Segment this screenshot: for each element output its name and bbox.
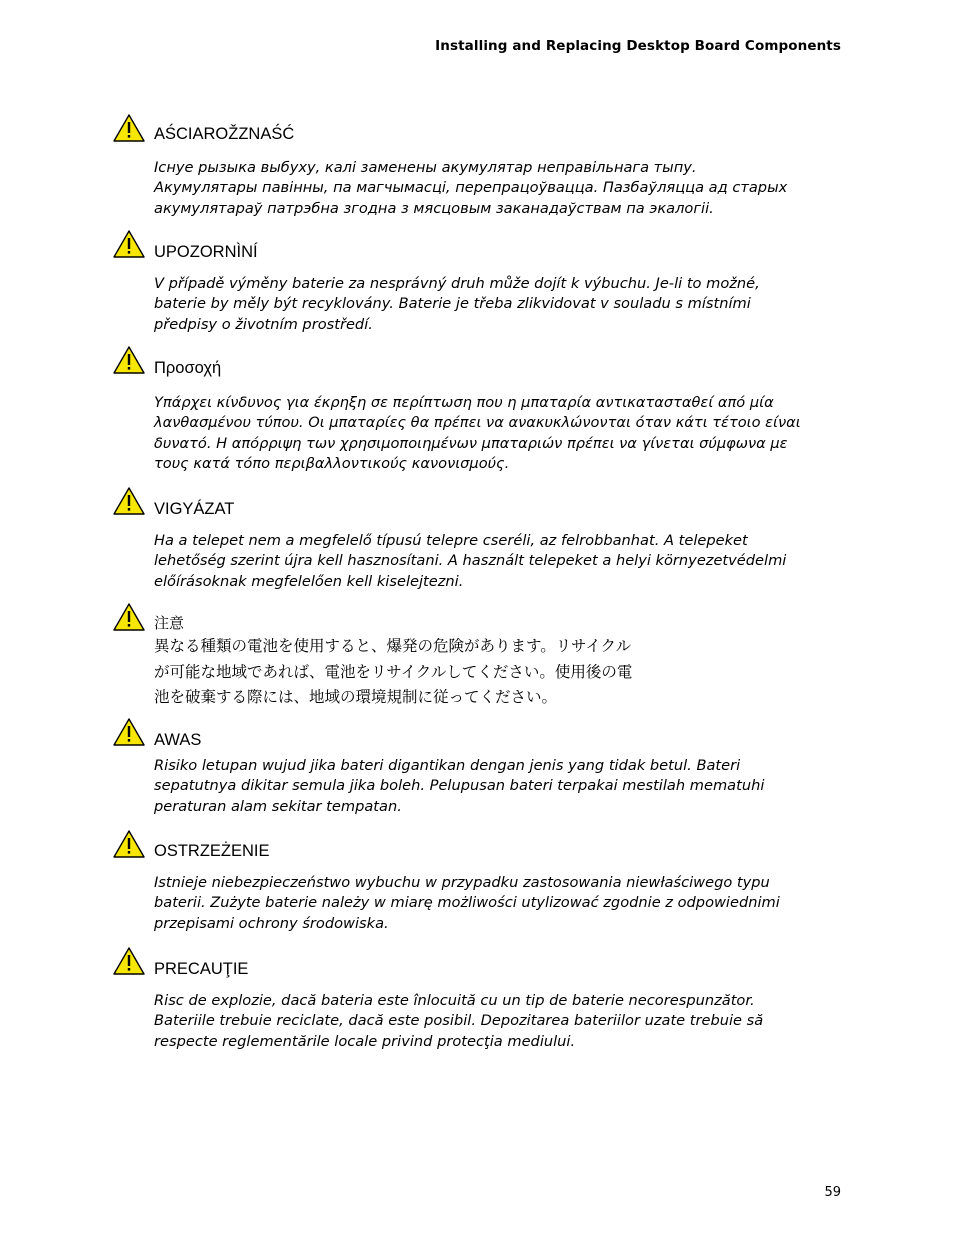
- warning-triangle-icon: [112, 113, 146, 143]
- page-number: 59: [824, 1185, 841, 1200]
- warning-text: Istnieje niebezpieczeństwo wybuchu w przypadku zastosowania niewłaściwego typu baterii. Zużyte baterie należy w miarę możliwości utylizować zgodnie z odpowiednimi przepisami ochrony środowiska.: [154, 874, 780, 932]
- warning-title: OSTRZEŻENIE: [154, 842, 270, 860]
- warning-triangle-icon: [112, 717, 146, 747]
- warning-triangle-icon: [112, 946, 146, 976]
- warning-title: VIGYÁZAT: [154, 500, 235, 518]
- warning-text: Ha a telepet nem a megfelelő típusú telepre cseréli, az felrobbanhat. A telepeket lehetőség szerint újra kell hasznosítani. A használt telepeket a helyi környezetvédelmi előírásoknak megfelelően kell kiselejtezni.: [154, 532, 787, 590]
- warning-title: UPOZORNÌNÍ: [154, 243, 258, 261]
- warning-text: Risiko letupan wujud jika bateri digantikan dengan jenis yang tidak betul. Bateri sepatutnya dikitar semula jika boleh. Pelupusan bateri terpakai mestilah mematuhi peraturan alam sekitar tempatan.: [154, 757, 765, 815]
- warning-triangle-icon: [112, 829, 146, 859]
- warning-triangle-icon: [112, 229, 146, 259]
- warning-triangle-icon: [112, 486, 146, 516]
- warning-title: Προσοχή: [154, 359, 222, 377]
- warning-text: 異なる種類の電池を使用すると、爆発の危険があります。リサイクル が可能な地域であれば、電池をリサイクルしてください。使用後の電 池を破棄する際には、地域の環境規制に従ってください。: [154, 637, 633, 706]
- warning-title: AŚCIAROŽZNAŚĆ: [154, 125, 295, 143]
- warning-text: V případě výměny baterie za nesprávný druh může dojít k výbuchu. Je-li to možné, baterie by měly být recyklovány. Baterie je třeba zlikvidovat v souladu s místními předpisy o životním prostředí.: [154, 275, 760, 333]
- warning-triangle-icon: [112, 602, 146, 632]
- warning-title: PRECAUŢIE: [154, 960, 249, 978]
- warning-text: Υπάρχει κίνδυνος για έκρηξη σε περίπτωση που η μπαταρία αντικατασταθεί από μία λανθασμένου τύπου. Οι μπαταρίες θα πρέπει να ανακυκλώνονται όταν κάτι τέτοιο είναι δυνατό. Η απόρριψη των χρησιμοποιημένων μπαταριών πρέπει να γίνεται σύμφωνα με τους κατά τόπο περιβαλλοντικούς κανονισμούς.: [154, 394, 801, 472]
- warning-triangle-icon: [112, 345, 146, 375]
- warning-text: Існуе рызыка выбуху, калі заменены акумулятар неправільнага тыпу. Акумулятары павінны, па магчымасці, перепрацоўвацца. Пазбаўляцца ад старых акумулятараў патрэбна згодна з мясцовым заканадаўствам па экалогіі.: [154, 159, 788, 217]
- warning-title: AWAS: [154, 731, 202, 749]
- warning-title: 注意: [154, 615, 185, 632]
- warning-text: Risc de explozie, dacă bateria este înlocuită cu un tip de baterie necorespunzător. Bateriile trebuie reciclate, dacă este posibil. Depozitarea bateriilor uzate trebuie să respecte reglementările locale privind protecţia mediului.: [154, 992, 764, 1050]
- running-header: Installing and Replacing Desktop Board Components: [435, 38, 841, 54]
